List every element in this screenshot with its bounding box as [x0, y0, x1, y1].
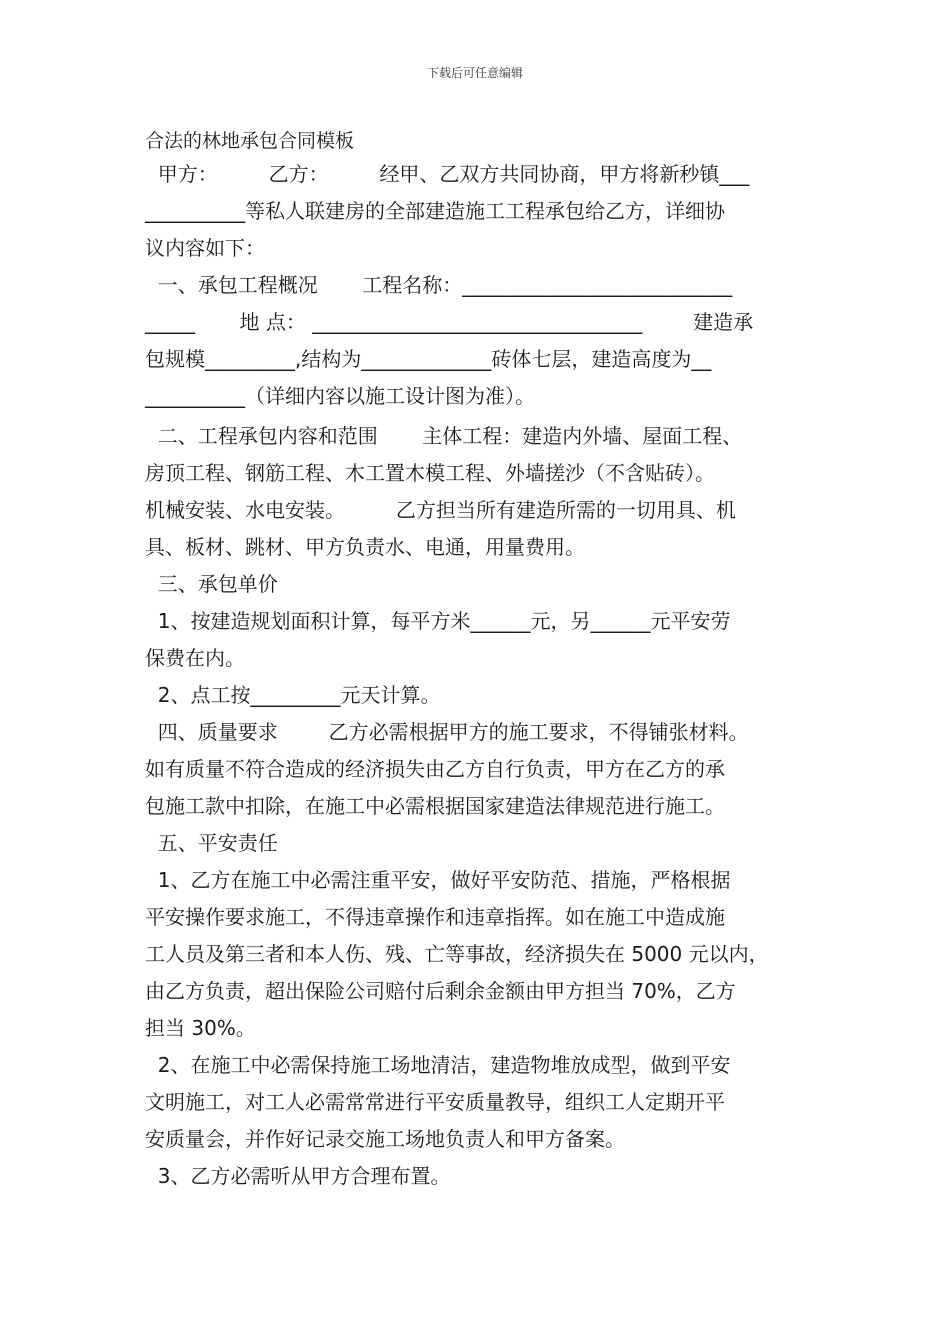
paragraph-line: 具、板材、跳材、甲方负责水、电通，用量费用。 — [145, 535, 585, 559]
paragraph-line: 包规模_________,结构为_____________砖体七层，建造高度为__ — [145, 347, 712, 371]
paragraph-line: 安质量会，并作好记录交施工场地负责人和甲方备案。 — [145, 1127, 625, 1151]
paragraph-line: 由乙方负责，超出保险公司赔付后剩余金额由甲方担当 70%，乙方 — [145, 979, 736, 1003]
page-header: 下载后可任意编辑 — [426, 66, 523, 80]
paragraph-line: __________等私人联建房的全部建造施工工程承包给乙方，详细协 — [145, 199, 725, 223]
paragraph-line: 机械安装、水电安装。 乙方担当所有建造所需的一切用具、机 — [145, 498, 736, 522]
paragraph-line: 1、按建造规划面积计算，每平方米______元，另______元平安劳 — [145, 609, 731, 633]
paragraph-line: 二、工程承包内容和范围 主体工程：建造内外墙、屋面工程、 — [145, 424, 743, 448]
paragraph-line: 五、平安责任 — [145, 831, 278, 855]
paragraph-line: 保费在内。 — [145, 646, 245, 670]
paragraph-line: 2、点工按_________元天计算。 — [145, 683, 441, 707]
paragraph-line: 2、在施工中必需保持施工场地清洁，建造物堆放成型，做到平安 — [145, 1053, 731, 1077]
document-title: 合法的林地承包合同模板 — [145, 130, 355, 152]
paragraph-line: 如有质量不符合造成的经济损失由乙方自行负责，甲方在乙方的承 — [145, 757, 725, 781]
paragraph-line: 三、承包单价 — [145, 572, 278, 596]
paragraph-line: __________（详细内容以施工设计图为准）。 — [145, 384, 535, 408]
paragraph-line: 3、乙方必需听从甲方合理布置。 — [145, 1164, 451, 1188]
paragraph-line: 文明施工，对工人必需常常进行平安质量教导，组织工人定期开平 — [145, 1090, 725, 1114]
paragraph-line: 一、承包工程概况 工程名称：___________________________ — [145, 273, 733, 297]
paragraph-line: 1、乙方在施工中必需注重平安，做好平安防范、措施，严格根据 — [145, 868, 731, 892]
paragraph-line: 平安操作要求施工，不得违章操作和违章指挥。如在施工中造成施 — [145, 905, 725, 929]
paragraph-line: 担当 30%。 — [145, 1016, 256, 1040]
paragraph-line: 包施工款中扣除，在施工中必需根据国家建造法律规范进行施工。 — [145, 794, 725, 818]
paragraph-line: 议内容如下： — [145, 236, 265, 260]
paragraph-line: 四、质量要求 乙方必需根据甲方的施工要求，不得铺张材料。 — [145, 720, 749, 744]
paragraph-line: 甲方： 乙方： 经甲、乙双方共同协商，甲方将新秒镇___ — [145, 162, 750, 186]
paragraph-line: _____ 地 点： _________________________________ 建造承 — [145, 310, 754, 334]
paragraph-line: 工人员及第三者和本人伤、残、亡等事故，经济损失在 5000 元以内， — [145, 942, 769, 966]
paragraph-line: 房顶工程、钢筋工程、木工置木模工程、外墙搓沙（不含贴砖）。 — [145, 461, 715, 485]
